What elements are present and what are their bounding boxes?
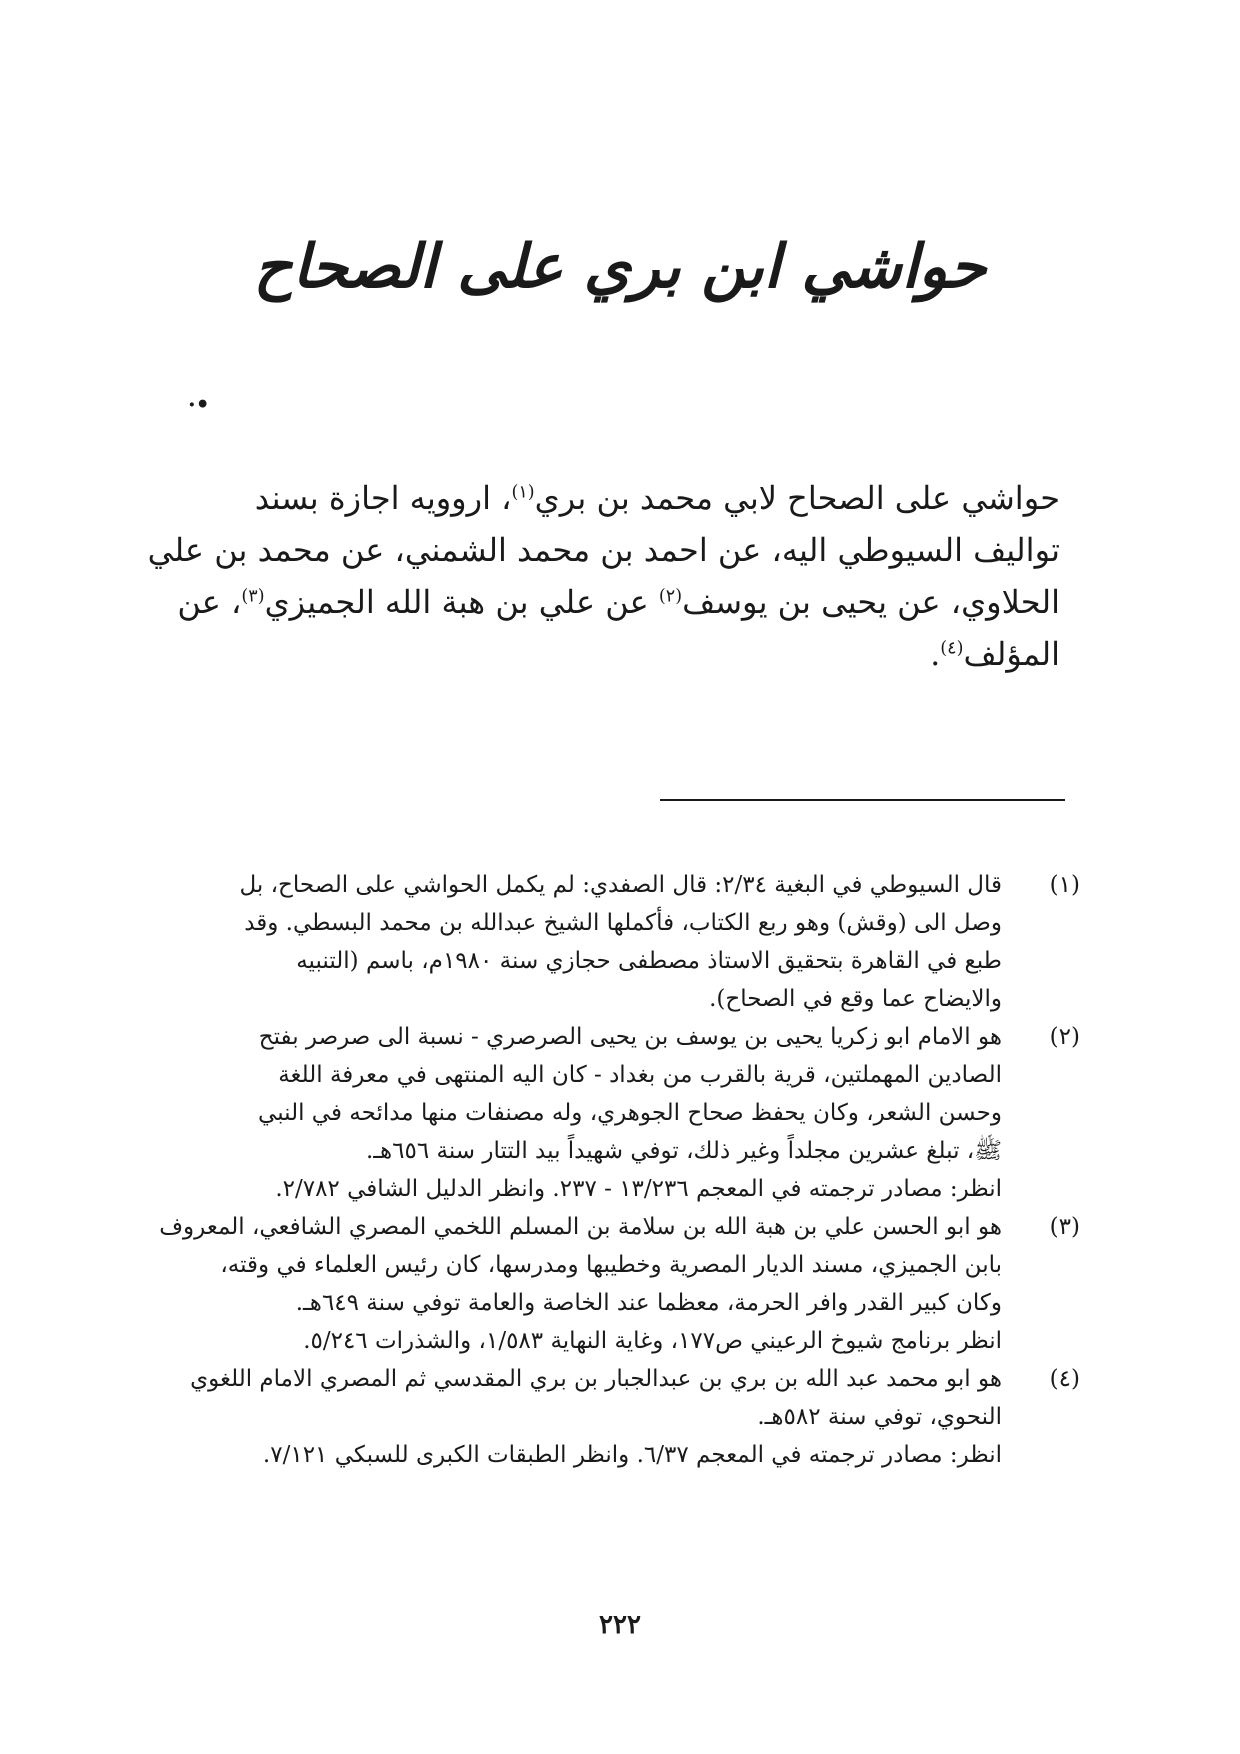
page-number: ٢٢٢ bbox=[599, 1610, 641, 1640]
footnote-number: (١) bbox=[1049, 872, 1080, 898]
footnote-text: هو الامام ابو زكريا يحيى بن يوسف بن يحيى الصرصري - نسبة الى صرصر بفتح الصادين المهملتين، قرية بالقرب من بغداد - كان اليه المنتهى في معرفة اللغة وحسن الشعر، وكان يحفظ صحاح الجوهري، وله مصنفات منها مدائحه في النبي ﷺ، تبلغ عشرين مجلداً وغير ذلك، توفي شهيداً بيد التتار سنة ٦٥٦هـ. انظر: مصادر ترجمته في المعجم ١٣/٢٣٦ - ٢٣٧. وانظر الدليل الشافي ٢/٧٨٢. bbox=[258, 1024, 1002, 1202]
main-paragraph bbox=[147, 472, 1060, 680]
footnote-ref-4: (٤) bbox=[940, 638, 964, 659]
footnote-ref-1: (١) bbox=[511, 482, 535, 503]
footnote-text: هو ابو الحسن علي بن هبة الله بن سلامة بن المسلم اللخمي المصري الشافعي، المعروف بابن الجميزي، مسند الديار المصرية وخطيبها ومدرسها، كان رئيس العلماء في وقته، وكان كبير القدر وافر الحرمة، معظما عند الخاصة والعامة توفي سنة ٦٤٩هـ. انظر برنامج شيوخ الرعيني ص١٧٧، وغاية النهاية ١/٥٨٣، والشذرات ٥/٢٤٦. bbox=[159, 1214, 1002, 1354]
footnote-3 bbox=[155, 1208, 1080, 1360]
footnote-separator bbox=[660, 799, 1065, 801]
footnote-text: هو ابو محمد عبد الله بن بري بن عبدالجبار بن بري المقدسي ثم المصري الامام اللغوي النحوي، توفي سنة ٥٨٢هـ. انظر: مصادر ترجمته في المعجم ٦/٣٧. وانظر الطبقات الكبرى للسبكي ٧/١٢١. bbox=[190, 1366, 1002, 1468]
footnote-text: قال السيوطي في البغية ٢/٣٤: قال الصفدي: لم يكمل الحواشي على الصحاح، بل وصل الى (وقش) وهو ربع الكتاب، فأكملها الشيخ عبدالله بن محمد البسطي. وقد طبع في القاهرة بتحقيق الاستاذ مصطفى حجازي سنة ١٩٨٠م، باسم (التنبيه والايضاح عما وقع في الصحاح). bbox=[239, 872, 1002, 1012]
footnote-number: (٢) bbox=[1049, 1024, 1080, 1050]
main-line-1: حواشي على الصحاح لابي محمد بن بري$^{(١)}$، اروويه اجازة بسند bbox=[254, 479, 1060, 517]
footnote-number: (٣) bbox=[1049, 1214, 1080, 1240]
main-line-4: المؤلف$^{(٤)}$. bbox=[930, 635, 1060, 673]
footnote-4 bbox=[155, 1360, 1080, 1474]
footnote-ref-2: (٢) bbox=[658, 586, 683, 607]
page-title: حواشي ابن بري على الصحاح bbox=[253, 232, 987, 302]
main-line-2: تواليف السيوطي اليه، عن احمد بن محمد الشمني، عن محمد بن علي bbox=[147, 531, 1060, 569]
main-line-3: الحلاوي، عن يحيى بن يوسف$^{(٢)}$ عن علي بن هبة الله الجميزي$^{(٣)}$، عن bbox=[177, 583, 1060, 621]
footnote-2 bbox=[155, 1018, 1080, 1208]
ornament-dots: ·• bbox=[188, 392, 210, 418]
footnote-number: (٤) bbox=[1049, 1366, 1080, 1392]
footnote-1 bbox=[155, 866, 1080, 1018]
footnote-ref-3: (٣) bbox=[241, 586, 265, 607]
footnotes-section bbox=[155, 866, 1080, 1474]
